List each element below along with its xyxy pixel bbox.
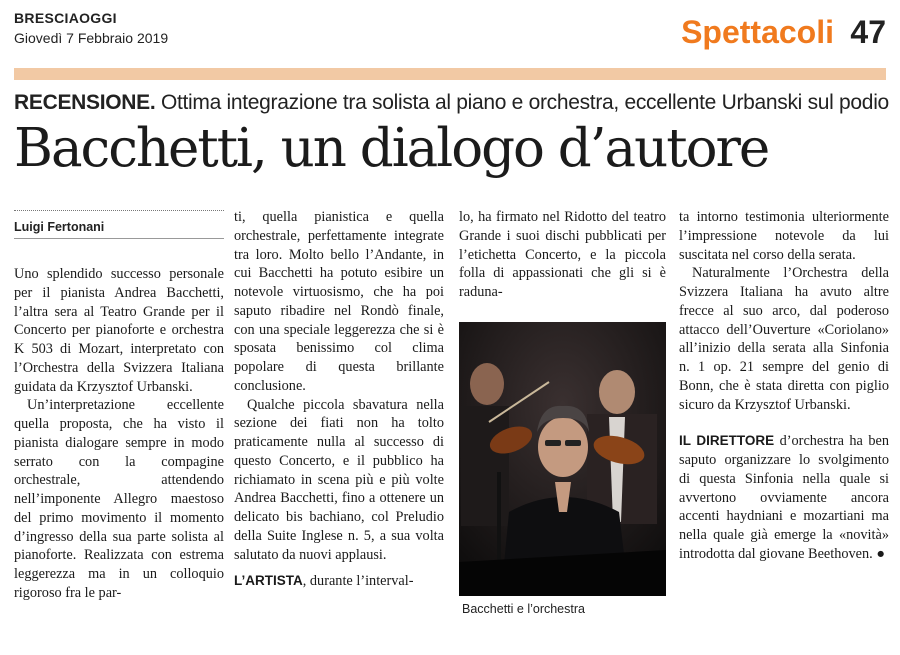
paragraph-text: , durante l’interval- bbox=[302, 573, 414, 590]
article-column-2 bbox=[234, 208, 444, 591]
paragraph: ta intorno testimonia ulteriormente l’impressione notevole da lui suscitata nel corso della serata. bbox=[679, 209, 889, 263]
paragraph: Qualche piccola sbavatura nella sezione dei fiati non ha tolto praticamente nulla al successo di questo Concerto, e il pubblico ha richiamato in scena più e più volte Andrea Bacchetti, fino a ottenere un delicato bis bachiano, col Preludio della Suite Inglese n. 5, a sua volta salutato da nuovi applausi. bbox=[234, 396, 444, 563]
paragraph: Uno splendido successo personale per il pianista Andrea Bacchetti, l’altra sera al Teatro Grande per il Concerto per pianoforte e orchestra K 503 di Mozart, interpretato con l’Orchestra della Svizzera Italiana guidata da Krzysztof Urbanski. bbox=[14, 266, 224, 395]
byline-top-divider bbox=[14, 210, 224, 211]
paragraph bbox=[234, 572, 444, 591]
pianist-with-orchestra-image bbox=[459, 322, 666, 596]
issue-date: Giovedì 7 Febbraio 2019 bbox=[14, 30, 169, 46]
masthead bbox=[14, 8, 886, 60]
concert-photo bbox=[459, 322, 666, 596]
kicker-label: RECENSIONE. bbox=[14, 91, 156, 114]
headline: Bacchetti, un dialogo d’autore bbox=[14, 118, 769, 179]
article-column-3 bbox=[459, 208, 666, 302]
page-number: 47 bbox=[850, 14, 886, 50]
kicker bbox=[14, 91, 894, 115]
section-rule bbox=[14, 68, 886, 80]
paragraph bbox=[679, 432, 889, 563]
paragraph: lo, ha firmato nel Ridotto del teatro Grande i suoi dischi pubblicati per l’etichetta Concerto, e la piccola folla di appassionati che gli si è raduna- bbox=[459, 209, 666, 300]
kicker-text: Ottima integrazione tra solista al piano e orchestra, eccellente Urbanski sul podio bbox=[155, 91, 889, 114]
paper-name: BRESCIAOGGI bbox=[14, 10, 117, 26]
lead-in: L’ARTISTA bbox=[234, 573, 303, 589]
section-name: Spettacoli bbox=[681, 14, 834, 50]
lead-in: IL DIRETTORE bbox=[679, 433, 775, 449]
byline-bottom-divider bbox=[14, 238, 224, 239]
paragraph: Un’interpretazione eccellente quella proposta, che ha visto il pianista dialogare sempre in modo serrato con la compagine orchestrale, attendendo nell’imponente Allegro maestoso del primo movimento il momento d’ingresso della sua parte solista al pianoforte. Realizzata con estrema leggerezza ma in un colloquio rigoroso fra le par- bbox=[14, 397, 224, 601]
photo-caption: Bacchetti e l’orchestra bbox=[462, 602, 585, 616]
article-column-1 bbox=[14, 265, 224, 603]
paragraph-text: d’orchestra ha ben saputo organizzare lo svolgimento di questa Sinfonia nella quale si avvertono ovviamente ancora accenti haydniani e mozartiani ma nella quale già emerge la «novità» introdotta dal giovane Beethoven. ● bbox=[679, 433, 889, 562]
paragraph: ti, quella pianistica e quella orchestrale, perfettamente integrate tra loro. Molto bello l’Andante, in cui Bacchetti ha potuto esibire un notevole virtuosismo, che ha poi saputo ribadire nel Rondò finale, con una speciale leggerezza che si è sposata benissimo col clima popolare di questa brillante conclusione. bbox=[234, 209, 444, 394]
paragraph: Naturalmente l’Orchestra della Svizzera Italiana ha avuto altre frecce al suo arco, dal poderoso attacco dell’Ouverture «Coriolano» all’inizio della serata alla Sinfonia n. 1 op. 21 sempre del genio di Bonn, che è stata diretta con piglio sicuro da Krzysztof Urbanski. bbox=[679, 265, 889, 413]
article-column-4 bbox=[679, 208, 889, 564]
byline: Luigi Fertonani bbox=[14, 220, 105, 234]
